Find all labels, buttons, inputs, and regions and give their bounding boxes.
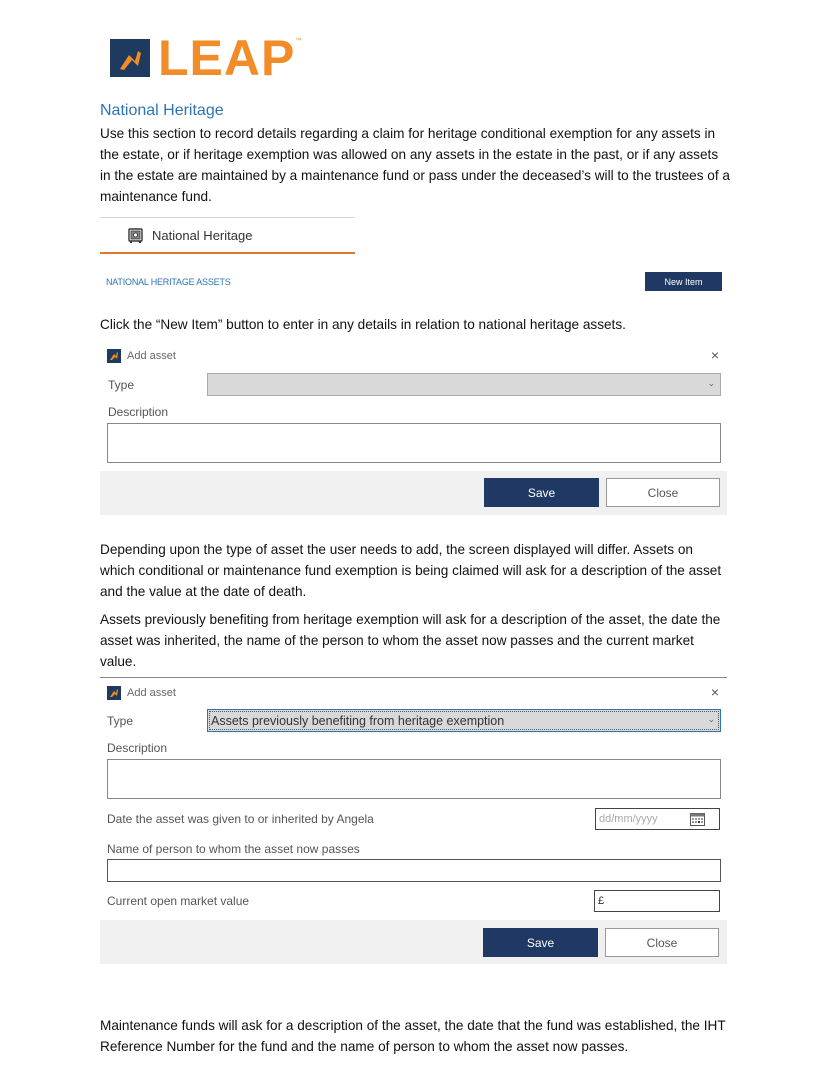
description-label-row [100,737,727,759]
description-label: Description [108,405,169,419]
dialog-title: Add asset [127,687,176,699]
dialog-header [100,681,727,705]
add-asset-dialog-empty [100,344,727,515]
description-label: Description [107,741,168,755]
type-row [100,705,727,737]
instruction-previously: Assets previously benefiting from heritage exemption will ask for a description of the asset, the date the asset was inherited, the name of the person to whom the asset now passes and the current market value. [100,612,721,669]
name-input[interactable] [107,859,721,882]
type-label: Type [108,377,135,392]
name-label: Name of person to whom the asset now passes [107,842,360,856]
instruction-new-item: Click the “New Item” button to enter in any details in relation to national heritage assets. [100,317,626,332]
leap-logo-mark-icon [110,39,150,77]
date-input[interactable] [595,808,720,830]
calendar-icon[interactable] [690,812,705,826]
type-select[interactable] [207,709,721,732]
close-icon[interactable]: × [710,684,719,700]
description-textarea[interactable] [107,423,721,463]
chevron-down-icon: ⌄ [707,714,715,724]
currency-prefix: £ [598,895,605,907]
value-row [100,882,727,920]
description-textarea[interactable] [107,759,721,799]
new-item-button[interactable]: New Item [645,272,722,291]
type-select-value: Assets previously benefiting from heritage exemption [211,713,505,728]
close-button[interactable]: Close [606,478,720,507]
type-label: Type [107,714,134,728]
value-label: Current open market value [107,894,250,908]
date-row [100,799,727,839]
tab-label: National Heritage [152,227,253,243]
divider [100,677,727,678]
instruction-maintenance: Maintenance funds will ask for a description of the asset, the date that the fund was established, the IHT Reference Number for the fund and the name of person to whom the asset now passes. [100,1018,726,1054]
name-label-row [100,839,727,859]
assets-panel-label: NATIONAL HERITAGE ASSETS [106,277,231,287]
market-value-input[interactable] [594,890,720,912]
instruction-depending: Depending upon the type of asset the user needs to add, the screen displayed will differ. Assets on which conditional or maintenance fund exemption is being claimed will ask for a description of the asset and the value at the date of death. [100,542,722,599]
leap-app-icon [107,686,121,700]
leap-logo [110,30,302,86]
dialog-header [100,344,727,368]
date-label: Date the asset was given to or inherited by Angela [107,812,374,826]
leap-app-icon [107,349,121,363]
section-title: National Heritage [100,102,224,119]
save-button[interactable]: Save [483,928,598,957]
add-asset-dialog-previously-exempt [100,681,727,964]
close-icon[interactable]: × [710,347,719,363]
logo-text: LEAP [158,30,296,86]
logo-trademark: ™ [295,38,302,44]
tab-national-heritage[interactable] [100,217,355,254]
description-label-row [100,401,727,423]
chevron-down-icon: ⌄ [707,378,715,388]
type-row [100,368,727,401]
dialog-title: Add asset [127,350,176,362]
save-button[interactable]: Save [484,478,599,507]
date-placeholder: dd/mm/yyyy [599,813,658,825]
close-button[interactable]: Close [605,928,719,957]
type-select[interactable] [207,373,721,396]
safe-icon [128,228,143,243]
dialog-footer [100,471,727,515]
section-intro: Use this section to record details regarding a claim for heritage conditional exemption for any assets in the estate, or if heritage exemption was allowed on any assets in the estate in the past, or if any assets in the estate are maintained by a maintenance fund or pass under the deceased’s will to the trustees of a maintenance fund. [100,126,730,204]
dialog-footer [100,920,727,964]
